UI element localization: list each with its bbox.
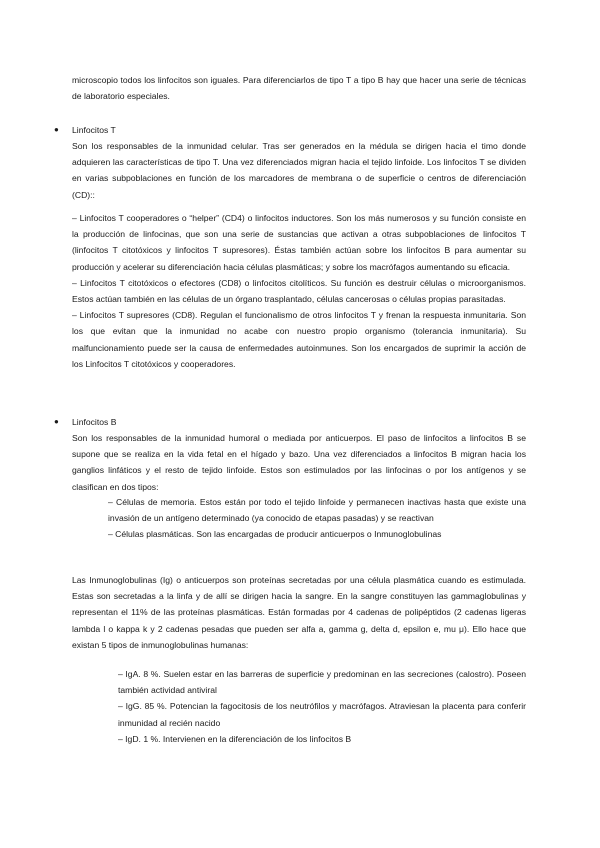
section-t-list xyxy=(72,210,526,372)
intro-paragraph: microscopio todos los linfocitos son iguales. Para diferenciarlos de tipo T a tipo B hay que hacer una serie de técnicas de laboratorio especiales. xyxy=(72,75,526,102)
list-item: – IgA. 8 %. Suelen estar en las barreras de superficie y predominan en las secreciones (calostro). Poseen también actividad antiviral xyxy=(118,669,526,696)
list-item: – Células de memoria. Estos están por todo el tejido linfoide y permanecen inactivas hasta que existe una invasión de un antígeno determinado (ya conocido de etapas pasadas) y se reactivan xyxy=(108,497,526,524)
immunoglobulins-list xyxy=(118,666,526,747)
section-b-title: Linfocitos B xyxy=(72,417,117,427)
list-item: – Linfocitos T cooperadores o “helper” (CD4) o linfocitos inductores. Son los más numerosos y su función consiste en la producción de linfocinas, que son una serie de sustancias que activan a otras subpoblaciones de linfocitos T (linfocitos T citotóxicos y linfocitos T supresores). Éstas también actúan sobre los linfocitos B para aumentar su producción y acelerar su diferenciación hacia células plasmáticas; y sobre los macrófagos aumentando su eficacia. xyxy=(72,213,526,272)
section-b-list xyxy=(108,494,526,543)
list-item: – Linfocitos T supresores (CD8). Regulan el funcionalismo de otros linfocitos T y frenan la respuesta inmunitaria. Son los que evitan que la inmunidad no acabe con nuestro propio organismo (tolerancia inmunitaria). Su malfuncionamiento puede ser la causa de enfermedades autoinmunes. Son los encargados de suprimir la acción de los Linfocitos T citotóxicos y cooperadores. xyxy=(72,310,526,369)
section-t-heading xyxy=(54,122,526,138)
section-b-description: Son los responsables de la inmunidad humoral o mediada por anticuerpos. El paso de linfocitos a linfocitos B se supone que se realiza en la vida fetal en el hígado y bazo. Una vez diferenciados a linfocitos B migran hacia los ganglios linfáticos y el resto de tejido linfoide. Estos son estimulados por las linfocinas o por los antígenos y se clasifican en dos tipos: xyxy=(72,433,526,492)
list-item: – IgG. 85 %. Potencian la fagocitosis de los neutrófilos y macrófagos. Atraviesan la placenta para conferir inmunidad al recién nacido xyxy=(118,701,526,728)
section-t-description: Son los responsables de la inmunidad celular. Tras ser generados en la médula se dirigen hacia el timo donde adquieren las características de tipo T. Una vez diferenciados migran hacia el tejido linfoide. Los linfocitos T se dividen en varias subpoblaciones en función de los marcadores de membrana o de superficie o centros de diferenciación (CD):: xyxy=(72,141,526,200)
list-item: – IgD. 1 %. Intervienen en la diferenciación de los linfocitos B xyxy=(118,733,352,744)
bullet-icon: ● xyxy=(54,125,59,134)
list-item: – Células plasmáticas. Son las encargadas de producir anticuerpos o Inmunoglobulinas xyxy=(108,529,442,540)
bullet-icon: ● xyxy=(54,417,59,426)
immunoglobulins-description: Las Inmunoglobulinas (Ig) o anticuerpos son proteínas secretadas por una célula plasmática cuando es estimulada. Estas son secretadas a la linfa y de allí se dirigen hacia la sangre. En la sangre constituyen las gammaglobulinas y representan el 11% de las proteínas plasmáticas. Están formadas por 4 cadenas de polipéptidos (2 cadenas ligeras lambda l o kappa k y 2 cadenas pesadas que pueden ser alfa a, gamma g, delta d, epsilon e, mu μ). Ello hace que existan 5 tipos de inmunoglobulinas humanas: xyxy=(72,575,526,650)
section-t-title: Linfocitos T xyxy=(72,125,116,135)
section-b-heading xyxy=(54,414,526,430)
list-item: – Linfocitos T citotóxicos o efectores (CD8) o linfocitos citolíticos. Su función es destruir células o microorganismos. Estos actúan también en las células de un órgano trasplantado, células cancerosas o células propias parasitadas. xyxy=(72,277,526,305)
